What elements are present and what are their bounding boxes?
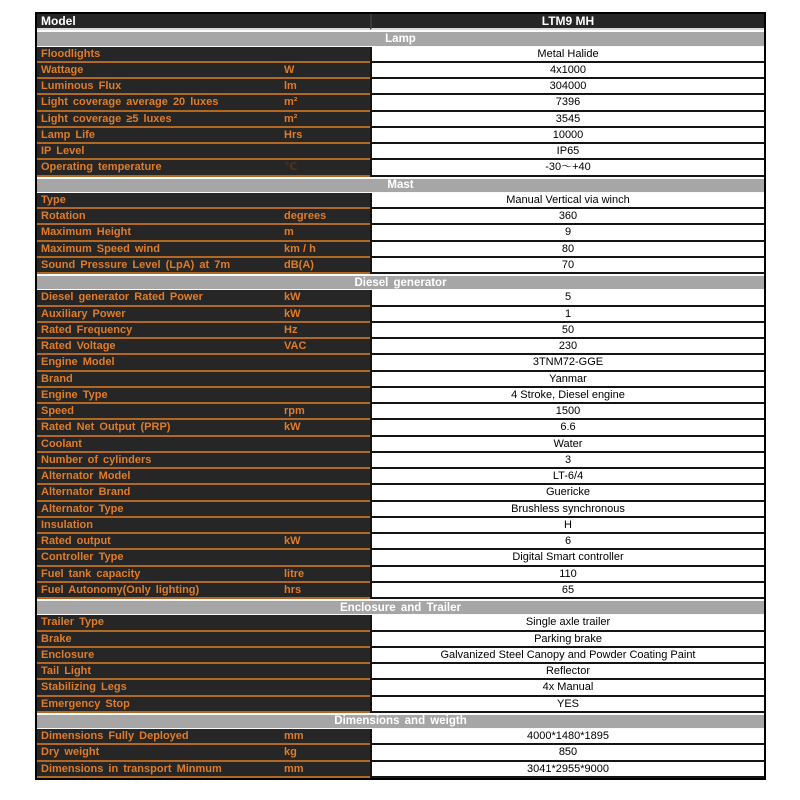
spec-value: IP65 [370, 144, 764, 160]
spec-label: Fuel Autonomy(Only lighting) [37, 583, 280, 599]
spec-value: Water [370, 437, 764, 453]
spec-value: Parking brake [370, 632, 764, 648]
spec-label: Engine Model [37, 355, 280, 371]
spec-table [35, 12, 766, 780]
spec-unit [280, 680, 370, 696]
spec-label: Luminous Flux [37, 79, 280, 95]
spec-label: Dimensions Fully Deployed [37, 729, 280, 745]
spec-unit: dB(A) [280, 258, 370, 274]
spec-unit: litre [280, 567, 370, 583]
spec-label: Rated Frequency [37, 323, 280, 339]
spec-row-stabilizing-legs [37, 680, 764, 696]
spec-row-coolant [37, 437, 764, 453]
spec-label: Floodlights [37, 47, 280, 63]
spec-label: Rated Voltage [37, 339, 280, 355]
spec-label: Speed [37, 404, 280, 420]
spec-unit [280, 388, 370, 404]
spec-label: Dimensions in transport Minmum [37, 762, 280, 778]
spec-row-luminous-flux [37, 79, 764, 95]
spec-label: Insulation [37, 518, 280, 534]
spec-value: Yanmar [370, 372, 764, 388]
spec-value: 1500 [370, 404, 764, 420]
model-header-label: Model [37, 14, 370, 30]
spec-unit [280, 502, 370, 518]
spec-unit: Hrs [280, 128, 370, 144]
spec-label: Wattage [37, 63, 280, 79]
spec-row-insulation [37, 518, 764, 534]
spec-row-enclosure [37, 648, 764, 664]
spec-unit [280, 664, 370, 680]
spec-unit: kW [280, 290, 370, 306]
section-header-lamp: Lamp [37, 30, 764, 46]
spec-value: 7396 [370, 95, 764, 111]
spec-unit [280, 372, 370, 388]
spec-value: 70 [370, 258, 764, 274]
spec-row-rotation [37, 209, 764, 225]
spec-value: Manual Vertical via winch [370, 193, 764, 209]
spec-unit: hrs [280, 583, 370, 599]
spec-value: Single axle trailer [370, 615, 764, 631]
spec-row-rated-net-output-prp [37, 420, 764, 436]
spec-row-fuel-tank-capacity [37, 567, 764, 583]
spec-unit: mm [280, 762, 370, 778]
spec-row-dry-weight [37, 745, 764, 761]
section-header-enclosure-and-trailer: Enclosure and Trailer [37, 599, 764, 615]
spec-label: Light coverage ≥5 luxes [37, 112, 280, 128]
spec-label: Number of cylinders [37, 453, 280, 469]
spec-row-ip-level [37, 144, 764, 160]
spec-label: Tail Light [37, 664, 280, 680]
spec-label: Sound Pressure Level (LpA) at 7m [37, 258, 280, 274]
spec-label: Enclosure [37, 648, 280, 664]
spec-unit [280, 437, 370, 453]
spec-value: 50 [370, 323, 764, 339]
spec-row-rated-voltage [37, 339, 764, 355]
spec-row-alternator-model [37, 469, 764, 485]
spec-unit: VAC [280, 339, 370, 355]
spec-label: Maximum Height [37, 225, 280, 241]
spec-label: Trailer Type [37, 615, 280, 631]
spec-value: H [370, 518, 764, 534]
spec-row-engine-model [37, 355, 764, 371]
spec-value: 304000 [370, 79, 764, 95]
spec-label: Emergency Stop [37, 697, 280, 713]
spec-row-brand [37, 372, 764, 388]
section-header-diesel-generator: Diesel generator [37, 274, 764, 290]
spec-label: Engine Type [37, 388, 280, 404]
spec-row-rated-frequency [37, 323, 764, 339]
spec-label: Type [37, 193, 280, 209]
spec-row-light-coverage-average-20-luxes [37, 95, 764, 111]
spec-unit: W [280, 63, 370, 79]
spec-unit [280, 144, 370, 160]
spec-row-alternator-type [37, 502, 764, 518]
spec-value: 110 [370, 567, 764, 583]
spec-value: 3 [370, 453, 764, 469]
spec-unit: rpm [280, 404, 370, 420]
spec-value: 3041*2955*9000 [370, 762, 764, 778]
spec-label: Controller Type [37, 550, 280, 566]
spec-value: 5 [370, 290, 764, 306]
spec-label: Light coverage average 20 luxes [37, 95, 280, 111]
spec-value: 65 [370, 583, 764, 599]
spec-row-maximum-height [37, 225, 764, 241]
spec-unit: m² [280, 112, 370, 128]
spec-value: 4x1000 [370, 63, 764, 79]
spec-unit: m [280, 225, 370, 241]
spec-value: 850 [370, 745, 764, 761]
spec-row-engine-type [37, 388, 764, 404]
spec-row-sound-pressure-level-lpa-at-7m [37, 258, 764, 274]
spec-value: Guericke [370, 485, 764, 501]
section-header-dimensions-and-weigth: Dimensions and weigth [37, 713, 764, 729]
spec-value: 230 [370, 339, 764, 355]
spec-unit [280, 632, 370, 648]
spec-unit: lm [280, 79, 370, 95]
spec-value: 9 [370, 225, 764, 241]
spec-row-fuel-autonomy-only-lighting [37, 583, 764, 599]
spec-unit: kW [280, 307, 370, 323]
spec-unit [280, 485, 370, 501]
spec-label: Dry weight [37, 745, 280, 761]
spec-value: 3545 [370, 112, 764, 128]
spec-unit [280, 453, 370, 469]
spec-unit [280, 469, 370, 485]
spec-value: Digital Smart controller [370, 550, 764, 566]
model-header-value: LTM9 MH [370, 14, 764, 30]
spec-label: Fuel tank capacity [37, 567, 280, 583]
spec-value: 80 [370, 242, 764, 258]
spec-unit: Hz [280, 323, 370, 339]
spec-unit: ℃ [280, 160, 370, 176]
spec-unit: m² [280, 95, 370, 111]
spec-row-emergency-stop [37, 697, 764, 713]
spec-value: YES [370, 697, 764, 713]
spec-value: 4000*1480*1895 [370, 729, 764, 745]
spec-value: 4 Stroke, Diesel engine [370, 388, 764, 404]
spec-label: Brand [37, 372, 280, 388]
spec-label: IP Level [37, 144, 280, 160]
spec-unit: km / h [280, 242, 370, 258]
spec-row-controller-type [37, 550, 764, 566]
spec-unit: kg [280, 745, 370, 761]
spec-row-rated-output [37, 534, 764, 550]
spec-value: -30～+40 [370, 160, 764, 176]
spec-value: Galvanized Steel Canopy and Powder Coating Paint [370, 648, 764, 664]
spec-label: Alternator Model [37, 469, 280, 485]
spec-unit [280, 518, 370, 534]
spec-value: LT-6/4 [370, 469, 764, 485]
spec-unit [280, 697, 370, 713]
spec-label: Rotation [37, 209, 280, 225]
spec-unit: kW [280, 420, 370, 436]
spec-row-trailer-type [37, 615, 764, 631]
spec-row-alternator-brand [37, 485, 764, 501]
spec-value: 1 [370, 307, 764, 323]
spec-unit [280, 193, 370, 209]
spec-row-light-coverage-5-luxes [37, 112, 764, 128]
spec-row-wattage [37, 63, 764, 79]
section-header-mast: Mast [37, 177, 764, 193]
spec-unit [280, 648, 370, 664]
spec-value: 4x Manual [370, 680, 764, 696]
spec-value: 360 [370, 209, 764, 225]
spec-unit [280, 550, 370, 566]
spec-value: 6.6 [370, 420, 764, 436]
spec-row-diesel-generator-rated-power [37, 290, 764, 306]
spec-value: 6 [370, 534, 764, 550]
spec-label: Brake [37, 632, 280, 648]
spec-row-dimensions-fully-deployed [37, 729, 764, 745]
spec-label: Auxiliary Power [37, 307, 280, 323]
spec-value: Reflector [370, 664, 764, 680]
spec-row-tail-light [37, 664, 764, 680]
spec-row-maximum-speed-wind [37, 242, 764, 258]
spec-unit [280, 47, 370, 63]
spec-value: 3TNM72-GGE [370, 355, 764, 371]
spec-row-auxiliary-power [37, 307, 764, 323]
spec-row-dimensions-in-transport-minmum [37, 762, 764, 778]
spec-label: Alternator Brand [37, 485, 280, 501]
spec-value: Brushless synchronous [370, 502, 764, 518]
spec-label: Lamp Life [37, 128, 280, 144]
spec-label: Operating temperature [37, 160, 280, 176]
spec-row-speed [37, 404, 764, 420]
spec-label: Rated output [37, 534, 280, 550]
spec-unit: kW [280, 534, 370, 550]
table-body [37, 30, 764, 778]
spec-row-number-of-cylinders [37, 453, 764, 469]
spec-value: Metal Halide [370, 47, 764, 63]
spec-label: Diesel generator Rated Power [37, 290, 280, 306]
spec-unit [280, 355, 370, 371]
spec-unit [280, 615, 370, 631]
spec-row-operating-temperature [37, 160, 764, 176]
spec-label: Coolant [37, 437, 280, 453]
spec-row-lamp-life [37, 128, 764, 144]
spec-label: Rated Net Output (PRP) [37, 420, 280, 436]
spec-row-floodlights [37, 47, 764, 63]
spec-row-brake [37, 632, 764, 648]
spec-label: Alternator Type [37, 502, 280, 518]
table-header-row [37, 14, 764, 30]
spec-label: Maximum Speed wind [37, 242, 280, 258]
spec-value: 10000 [370, 128, 764, 144]
spec-row-type [37, 193, 764, 209]
spec-unit: degrees [280, 209, 370, 225]
spec-unit: mm [280, 729, 370, 745]
spec-label: Stabilizing Legs [37, 680, 280, 696]
